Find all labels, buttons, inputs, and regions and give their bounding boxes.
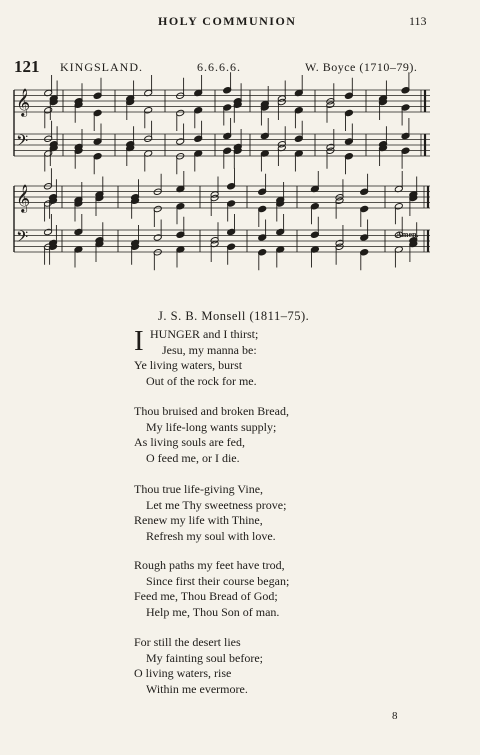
stanza-line: Jesu, my manna be: [162, 342, 257, 357]
music-score [0, 0, 480, 300]
stanza-line: My life-long wants supply; [146, 419, 277, 434]
stanza-line: Within me evermore. [146, 682, 248, 697]
stanza-line: Out of the rock for me. [146, 374, 257, 389]
stanza-2 [134, 404, 289, 467]
stanza-line: Feed me, Thou Bread of God; [134, 589, 278, 604]
stanza-line: As living souls are fed, [134, 435, 245, 450]
stanza-line: Ye living waters, burst [134, 358, 243, 373]
stanza-line: Refresh my soul with love. [146, 529, 276, 544]
tune-name: KINGSLAND. [60, 60, 143, 74]
running-head: HOLY COMMUNION [158, 14, 297, 28]
treble-clef-icon: 𝄞 [16, 88, 31, 116]
stanza-line: Let me Thy sweetness prove; [146, 497, 287, 512]
stanza-line: For still the desert lies [134, 635, 241, 649]
treble-clef-icon: 𝄞 [16, 184, 31, 212]
author-credit: J. S. B. Monsell (1811–75). [158, 309, 310, 323]
stanza-line: My fainting soul before; [146, 650, 263, 665]
stanza-line: O feed me, or I die. [146, 451, 240, 466]
stanza-line: Thou bruised and broken Bread, [134, 404, 289, 418]
stanza-line: HUNGER and I thirst; [150, 327, 259, 341]
stanza-4 [134, 558, 289, 621]
stanza-line: O living waters, rise [134, 666, 232, 681]
page-number: 113 [409, 14, 427, 28]
stanza-5 [134, 635, 263, 698]
hymn-number: 121 [14, 57, 40, 76]
printer-signature: 8 [392, 710, 398, 722]
drop-cap: I [134, 325, 144, 357]
metre: 6.6.6.6. [197, 60, 241, 74]
amen-label: Amen. [396, 230, 419, 239]
composer: W. Boyce (1710–79). [305, 60, 418, 74]
stanza-line: Help me, Thou Son of man. [146, 605, 280, 620]
stanza-line: Since first their course began; [146, 573, 290, 588]
stanza-1 [134, 327, 258, 390]
bass-clef-icon: 𝄢 [16, 228, 29, 250]
stanza-3 [134, 482, 286, 545]
stanza-line: Thou true life-giving Vine, [134, 482, 264, 496]
stanza-line: Renew my life with Thine, [134, 513, 263, 528]
stanza-line: Rough paths my feet have trod, [134, 558, 285, 572]
bass-clef-icon: 𝄢 [16, 132, 29, 154]
